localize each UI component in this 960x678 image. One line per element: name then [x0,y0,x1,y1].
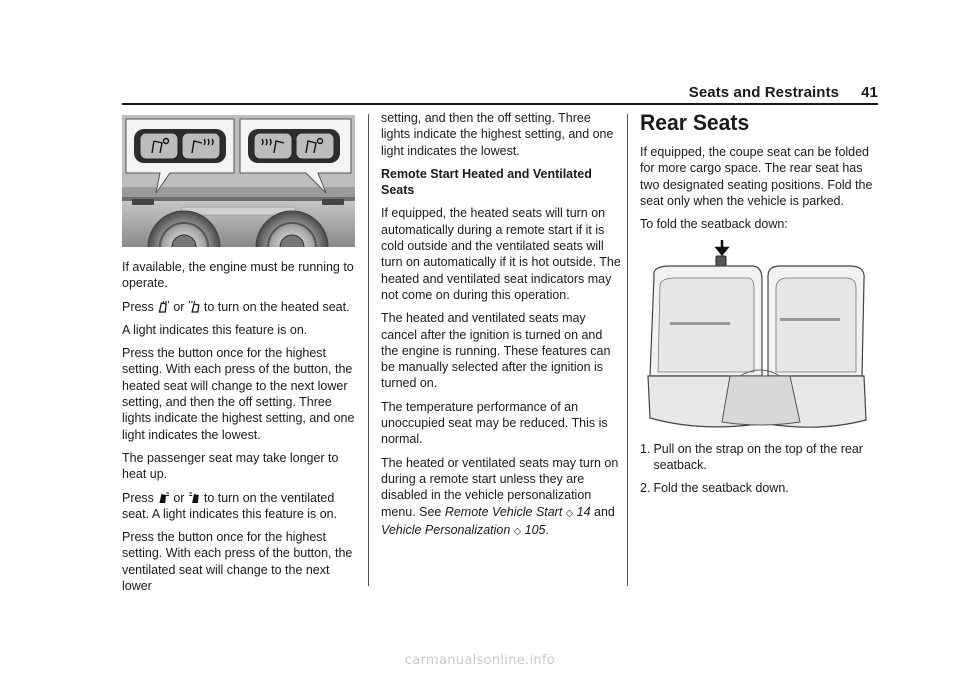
paragraph: If equipped, the coupe seat can be folded for more cargo space. The rear seat has two designated seating positions. Fold the seat only when the vehicle is parked. [640,144,873,208]
page-ref[interactable]: 14 [576,503,591,519]
cross-reference-link[interactable]: Vehicle Personalization [381,521,511,537]
section-heading: Rear Seats [640,110,750,135]
middle-column [381,110,621,547]
ventilated-seat-icon [157,491,169,504]
section-title: Seats and Restraints [688,84,840,101]
seat-buttons-figure [122,115,355,247]
header-rule [122,103,878,105]
column-divider-2 [627,114,628,586]
heated-seat-back-icon [188,300,200,313]
column-divider-1 [368,114,369,586]
page-reference-icon: ◇ [513,525,522,537]
list-item: 2. Fold the seatback down. [640,479,789,495]
right-column [640,110,880,239]
paragraph: Press the button once for the highest setting. With each press of the button, the heated seat will change to the next lower setting, and then the off setting. Three lights indicate the highest setting, and one light indicates the lowest. [122,345,355,442]
page-ref[interactable]: 105 [524,521,546,537]
watermark: carmanualsonline.info [404,653,556,668]
cross-reference-link[interactable]: Remote Vehicle Start [444,503,563,519]
page-header [122,84,878,102]
steps-list [640,441,880,502]
paragraph: Press or to turn on the ventilated seat. A light indicates this feature is on. [122,489,338,521]
paragraph: The passenger seat may take longer to heat up. [122,449,339,482]
heated-seat-icon [157,300,169,313]
rear-seat-figure [640,236,876,436]
paragraph: setting, and then the off setting. Three lights indicate the highest setting, and one light indicates the lowest. [381,110,614,158]
paragraph: The heated and ventilated seats may cancel after the ignition is turned on and the engine is running. These features can be manually selected after the ignition is turned on. [381,310,611,391]
paragraph: Press the button once for the highest setting. With each press of the button, the ventilated seat will change to the next lower [122,529,353,594]
ventilated-seat-back-icon [188,491,200,504]
left-column [122,259,362,601]
paragraph: The heated or ventilated seats may turn on during a remote start unless they are disabled in the vehicle personalization menu. See Remote Vehicle Start ◇ 14 and Vehicle Personalization ◇ 105. [381,454,619,537]
paragraph: The temperature performance of an unoccupied seat may be reduced. This is normal. [381,398,608,447]
page-reference-icon: ◇ [565,507,574,519]
subheading: Remote Start Heated and Ventilated Seats [381,165,592,198]
paragraph: A light indicates this feature is on. [122,321,308,337]
page-number: 41 [861,84,878,101]
paragraph: To fold the seatback down: [640,216,788,232]
list-item: 1. Pull on the strap on the top of the rear seatback. [640,441,863,473]
paragraph: If equipped, the heated seats will turn on automatically during a remote start if it is cold outside and the ventilated seats will turn on automatically if it is hot outside. The heated and ventilated seat indicators may not come on during this operation. [381,205,621,302]
paragraph: If available, the engine must be running to operate. [122,259,354,291]
paragraph: Press or to turn on the heated seat. [122,298,350,314]
